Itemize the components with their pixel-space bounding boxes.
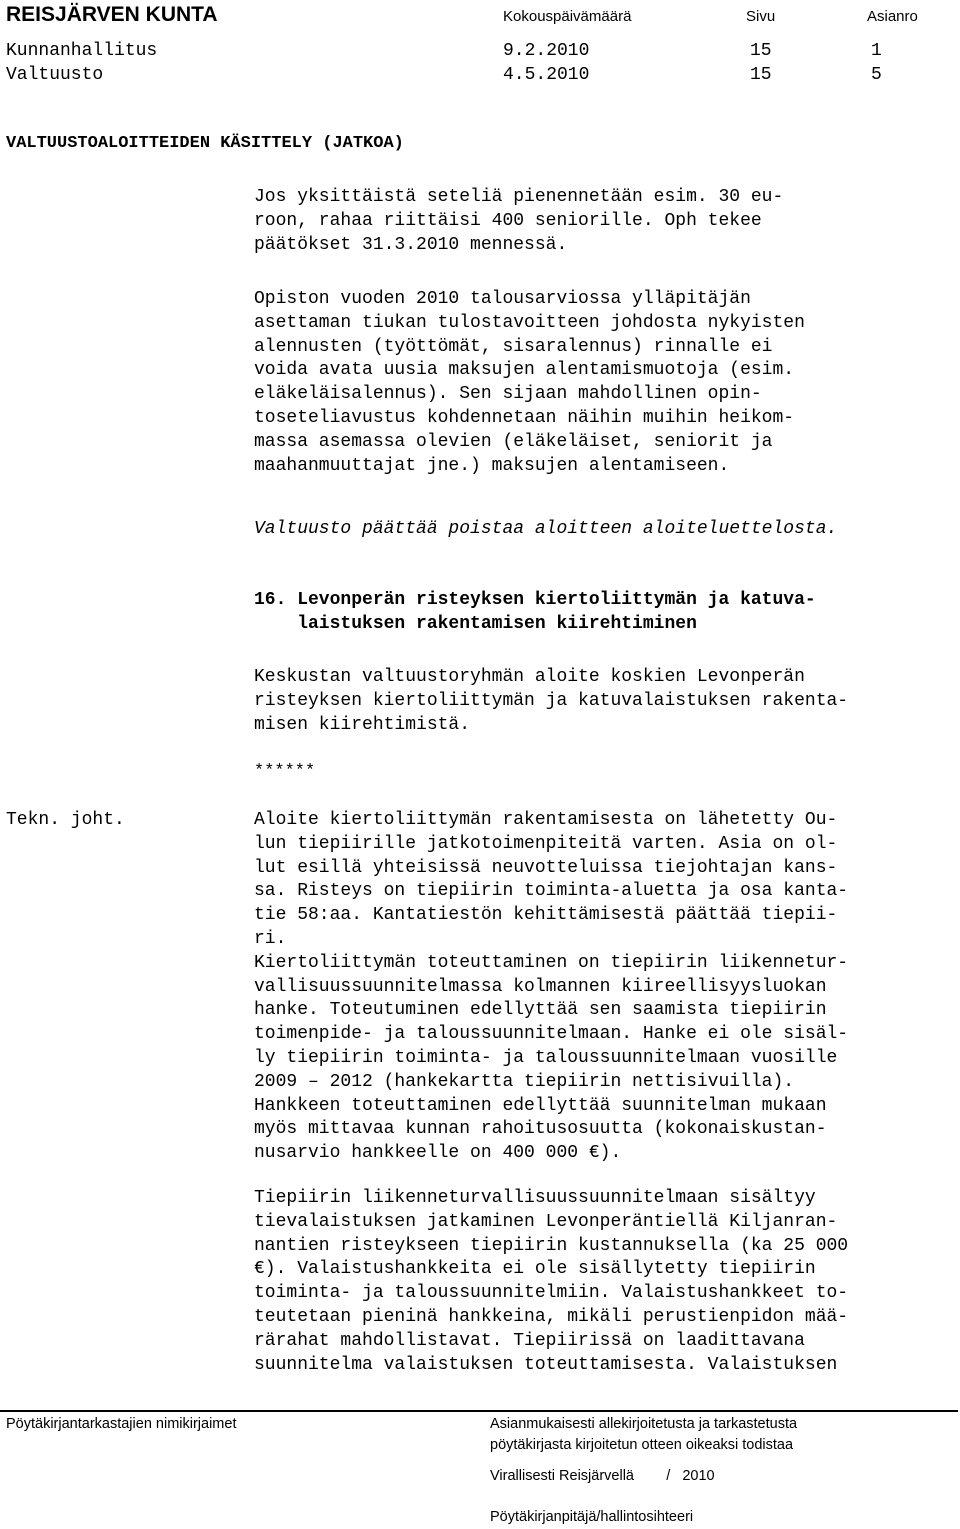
paragraph-voucher-amount: Jos yksittäistä seteliä pienennetään esim. 30 eu- roon, rahaa riittäisi 400 seniorille. Oph tekee päätökset 31.3.2010 mennessä.: [254, 187, 784, 255]
column-header-page: Sivu: [746, 8, 776, 25]
item-heading: 16. Levonperän risteyksen kiertoliittymän ja katuva- laistuksen rakentamisen kiirehtiminen: [254, 590, 816, 634]
council-decision: Valtuusto päättää poistaa aloitteen aloiteluettelosta.: [254, 519, 838, 539]
footer-secretary: Pöytäkirjanpitäjä/hallintosihteeri: [490, 1509, 694, 1525]
meeting-date: 4.5.2010: [503, 65, 590, 85]
section-title: VALTUUSTOALOITTEIDEN KÄSITTELY (JATKOA): [6, 134, 404, 153]
footer-divider: [0, 1410, 958, 1412]
initiative-intro: Keskustan valtuustoryhmän aloite koskien Levonperän risteyksen kiertoliittymän ja katuvalaistuksen rakenta- misen kiirehtimistä.: [254, 667, 849, 735]
paragraph-budget-constraints: Opiston vuoden 2010 talousarviossa ylläpitäjän asettaman tiukan tulostavoitteen johdosta nykyisten alennusten (työttömät, sisaralennus) rinnalle ei voida avata uusia maksujen alentamismuotoja (esim. eläkeläisalennus). Sen sijaan mahdollinen opin- toseteliavustus kohdennetaan näihin muihin heikom- massa asemassa olevien (eläkeläiset, seniorit ja maahanmuuttajat jne.) maksujen alentamiseen.: [254, 289, 805, 476]
technical-director-statement: Aloite kiertoliittymän rakentamisesta on lähetetty Ou- lun tiepiirille jatkotoimenpiteitä varten. Asia on ol- lut esillä yhteisissä neuvotteluissa tiejohtajan kans- sa. Risteys on tiepiirin toiminta-aluetta ja osa kanta- tie 58:aa. Kantatiestön kehittämisestä päättää tiepii- ri. Kiertoliittymän toteuttaminen on tiepiirin liikennetur- vallisuussuunnitelmassa kolmannen kiireellisyysluokan hanke. Toteutuminen edellyttää sen saamista tiepiirin toimenpide- ja taloussuunnitelmaan. Hanke ei ole sisäl- ly tiepiirin toiminta- ja taloussuunnitelmaan vuosille 2009 – 2012 (hankekartta tiepiirin nettisivuilla). Hankkeen toteuttaminen edellyttää suunnitelman mukaan myös mittavaa kunnan rahoitusosuutta (kokonaiskustan- nusarvio hankkeelle on 400 000 €).: [254, 810, 849, 1164]
footer-official-place: Virallisesti Reisjärvellä / 2010: [490, 1468, 715, 1484]
footer-certification: Asianmukaisesti allekirjoitetusta ja tarkastetusta pöytäkirjasta kirjoitetun otteen oikeaksi todistaa: [490, 1416, 798, 1453]
meeting-body: Valtuusto: [6, 65, 104, 85]
meeting-page: 15: [750, 41, 772, 61]
meeting-item-number: 5: [871, 65, 882, 85]
meeting-page: 15: [750, 65, 772, 85]
organization-name: REISJÄRVEN KUNTA: [6, 3, 218, 26]
meeting-body: Kunnanhallitus: [6, 41, 158, 61]
lighting-plan-paragraph: Tiepiirin liikenneturvallisuussuunnitelmaan sisältyy tievalaistuksen jatkaminen Levonperäntiellä Kiljanran- nantien risteykseen tiepiirin kustannuksella (ka 25 000 €). Valaistushankkeita ei ole sisällytetty tiepiirin toiminta- ja taloussuunnitelmiin. Valaistushankkeet to- teutetaan pieninä hankkeina, mikäli perustienpidon mää- rärahat mahdollistavat. Tiepiirissä on laadittavana suunnitelma valaistuksen toteuttamisesta. Valaistuksen: [254, 1188, 849, 1375]
separator-asterisks: ******: [254, 762, 316, 781]
meeting-date: 9.2.2010: [503, 41, 590, 61]
responsible-party-label: Tekn. joht.: [6, 810, 125, 830]
column-header-item-number: Asianro: [867, 8, 918, 25]
meeting-item-number: 1: [871, 41, 882, 61]
column-header-meeting-date: Kokouspäivämäärä: [503, 8, 632, 25]
footer-signers-label: Pöytäkirjantarkastajien nimikirjaimet: [6, 1416, 237, 1432]
